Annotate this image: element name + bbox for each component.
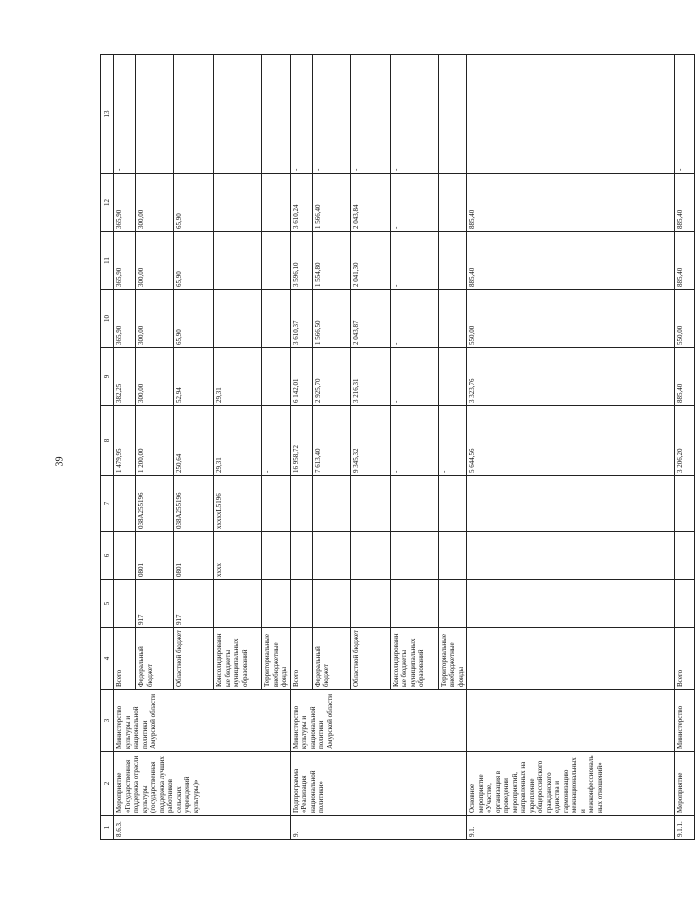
column-header-13: 13 [101,55,114,174]
funding-source: Консолидированные бюджеты муниципальных образований [214,628,262,690]
cell-c11 [438,232,467,290]
cell-c6: 0801 [174,532,214,580]
cell-c7: 038A255196 [136,476,174,532]
cell-c6 [290,532,312,580]
cell-c10 [214,290,262,348]
cell-c13: - [350,55,390,174]
cell-c12: 2 043,84 [350,174,390,232]
cell-c9: 52,94 [174,348,214,406]
cell-c6 [438,532,467,580]
cell-c9 [438,348,467,406]
cell-c13 [214,55,262,174]
item-number: 8.6.3. [114,816,291,840]
cell-c10 [438,290,467,348]
cell-c6 [390,532,438,580]
cell-c9: 6 142,01 [290,348,312,406]
cell-c5 [390,580,438,628]
cell-c11 [262,232,291,290]
cell-c7: 038A255196 [174,476,214,532]
item-name: Мероприятие [675,752,695,816]
cell-c9: 885,40 [675,348,695,406]
cell-c13: - [675,55,695,174]
cell-c13: - [312,55,350,174]
cell-c7 [312,476,350,532]
cell-c7 [290,476,312,532]
cell-c10: 2 043,87 [350,290,390,348]
header-row [101,55,114,840]
cell-c8: - [262,406,291,476]
cell-c10: 65,90 [174,290,214,348]
cell-c10: 300,00 [136,290,174,348]
column-header-2: 2 [101,752,114,816]
cell-c8: - [438,406,467,476]
cell-c11: 1 554,80 [312,232,350,290]
cell-c9 [262,348,291,406]
item-executor [467,690,675,752]
cell-c10 [262,290,291,348]
cell-c9: 3 323,76 [467,348,675,406]
column-header-5: 5 [101,580,114,628]
cell-c12: 3 610,24 [290,174,312,232]
cell-c10: 550,00 [467,290,675,348]
cell-c11: 885,40 [467,232,675,290]
cell-c11: - [390,232,438,290]
cell-c8: 16 958,72 [290,406,312,476]
cell-c8: 1 200,00 [136,406,174,476]
cell-c6 [350,532,390,580]
column-header-11: 11 [101,232,114,290]
cell-c5: 917 [174,580,214,628]
cell-c5 [438,580,467,628]
cell-c8: - [390,406,438,476]
cell-c13 [136,55,174,174]
column-header-10: 10 [101,290,114,348]
cell-c5 [312,580,350,628]
funding-source: Консолидированные бюджеты муниципальных образований [390,628,438,690]
item-name: Подпрограмма «Реализация национальной политики» [290,752,467,816]
table-row [467,55,675,840]
funding-source: Территориальные внебюджетные фонды [262,628,291,690]
cell-c9: 29,31 [214,348,262,406]
item-name: Основное мероприятие «Участие, организация в проведении мероприятий, направленных на укрепление общероссийского гражданского единства и гармонизацию межнациональных и межконфессиональных отношений» [467,752,675,816]
item-number: 9.1. [467,816,675,840]
cell-c11: 2 041,30 [350,232,390,290]
cell-c12: 365,90 [114,174,136,232]
funding-source: Федеральный бюджет [136,628,174,690]
cell-c9: 382,25 [114,348,136,406]
cell-c6 [262,532,291,580]
cell-c7 [675,476,695,532]
cell-c7 [114,476,136,532]
cell-c5 [350,580,390,628]
table-row [675,55,695,840]
cell-c13 [262,55,291,174]
column-header-9: 9 [101,348,114,406]
cell-c11: 3 596,10 [290,232,312,290]
item-name: Мероприятие «Государственная поддержка отрасли культуры (государственная поддержка лучших работников сельских учреждений культуры)» [114,752,291,816]
funding-source: Областной бюджет [350,628,390,690]
item-executor: Министерство культуры и национальной политики Амурской области [290,690,467,752]
cell-c5 [467,580,675,628]
cell-c11: 300,00 [136,232,174,290]
cell-c8: 9 345,32 [350,406,390,476]
cell-c7 [390,476,438,532]
cell-c7 [350,476,390,532]
cell-c9: 300,00 [136,348,174,406]
cell-c6 [312,532,350,580]
cell-c5 [114,580,136,628]
cell-c12: 1 566,40 [312,174,350,232]
cell-c8: 5 644,56 [467,406,675,476]
cell-c6 [675,532,695,580]
cell-c12: 885,40 [467,174,675,232]
column-header-12: 12 [101,174,114,232]
cell-c8: 3 206,20 [675,406,695,476]
funding-source: Всего [675,628,695,690]
cell-c5 [675,580,695,628]
cell-c13: - [390,55,438,174]
cell-c8: 250,64 [174,406,214,476]
cell-c7: хххххL5196 [214,476,262,532]
cell-c10: 3 610,37 [290,290,312,348]
cell-c11: 65,90 [174,232,214,290]
funding-source: Федеральный бюджет [312,628,350,690]
cell-c10: - [390,290,438,348]
cell-c8: 1 479,95 [114,406,136,476]
cell-c13 [438,55,467,174]
column-header-4: 4 [101,628,114,690]
cell-c9: 2 925,70 [312,348,350,406]
cell-c12 [438,174,467,232]
cell-c13 [174,55,214,174]
cell-c8: 7 613,40 [312,406,350,476]
item-executor: Министерство [675,690,695,752]
cell-c12: 300,00 [136,174,174,232]
item-executor: Министерство культуры и национальной политики Амурской области [114,690,291,752]
item-number: 9.1.1. [675,816,695,840]
cell-c6: 0801 [136,532,174,580]
cell-c11: 365,90 [114,232,136,290]
column-header-7: 7 [101,476,114,532]
column-header-6: 6 [101,532,114,580]
item-number: 9. [290,816,467,840]
budget-table [100,54,695,840]
cell-c12: 885,40 [675,174,695,232]
cell-c6 [467,532,675,580]
cell-c13: - [290,55,312,174]
rotated-budget-table [100,55,684,840]
column-header-8: 8 [101,406,114,476]
cell-c7 [467,476,675,532]
funding-source: Всего [114,628,136,690]
cell-c12: - [390,174,438,232]
cell-c8: 29,31 [214,406,262,476]
cell-c10: 365,90 [114,290,136,348]
funding-source [467,628,675,690]
cell-c5 [262,580,291,628]
cell-c13 [467,55,675,174]
cell-c11 [214,232,262,290]
cell-c5 [214,580,262,628]
column-header-1: 1 [101,816,114,840]
funding-source: Территориальные внебюджетные фонды [438,628,467,690]
cell-c11: 885,40 [675,232,695,290]
cell-c5: 917 [136,580,174,628]
table-row [114,55,136,840]
cell-c10: 1 566,50 [312,290,350,348]
cell-c12: 65,90 [174,174,214,232]
cell-c6: хххх [214,532,262,580]
cell-c6 [114,532,136,580]
table-row [290,55,312,840]
cell-c7 [438,476,467,532]
cell-c12 [214,174,262,232]
cell-c13: - [114,55,136,174]
cell-c10: 550,00 [675,290,695,348]
funding-source: Всего [290,628,312,690]
cell-c12 [262,174,291,232]
cell-c9: 3 216,31 [350,348,390,406]
cell-c5 [290,580,312,628]
page-number: 39 [54,456,66,467]
funding-source: Областной бюджет [174,628,214,690]
cell-c7 [262,476,291,532]
cell-c9: - [390,348,438,406]
column-header-3: 3 [101,690,114,752]
